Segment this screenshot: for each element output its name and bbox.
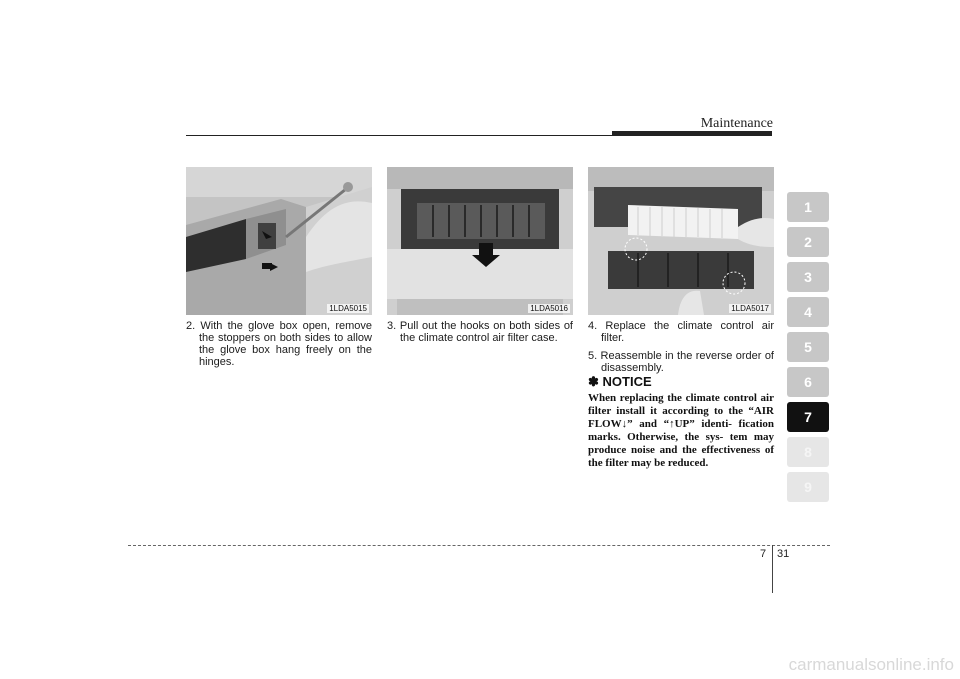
step-5: 5. Reassemble in the reverse order of disassembly. bbox=[588, 350, 774, 374]
chapter-tab-4[interactable]: 4 bbox=[787, 297, 829, 327]
watermark: carmanualsonline.info bbox=[788, 655, 954, 674]
chapter-tab-1[interactable]: 1 bbox=[787, 192, 829, 222]
chapter-tab-2[interactable]: 2 bbox=[787, 227, 829, 257]
notice-body: When replacing the climate control air filter install it according to the “AIR FLOW↓” and “↑UP” identi- fication marks. Otherwise, the sys- tem may produce noise and the effectiveness of the filter may be reduced. bbox=[588, 392, 774, 469]
notice-title: NOTICE bbox=[602, 374, 652, 389]
photo-filter-case-hooks bbox=[387, 167, 573, 315]
footer-dashed-rule bbox=[128, 545, 830, 546]
step-2: 2. With the glove box open, remove the stoppers on both sides to allow the glove box hang freely on the hinges. bbox=[186, 320, 372, 368]
step-4: 4. Replace the climate control air filter. bbox=[588, 320, 774, 344]
photo-code: 1LDA5015 bbox=[329, 304, 367, 313]
photo-replace-filter bbox=[588, 167, 774, 315]
chapter-tab-5[interactable]: 5 bbox=[787, 332, 829, 362]
section-title: Maintenance bbox=[700, 116, 773, 131]
footer-divider bbox=[772, 545, 773, 593]
step-3: 3. Pull out the hooks on both sides of the climate control air filter case. bbox=[387, 320, 573, 344]
notice-symbol-icon: ✽ bbox=[588, 374, 599, 389]
notice-heading bbox=[588, 374, 652, 390]
chapter-tabs bbox=[787, 192, 829, 507]
page-number: 31 bbox=[777, 548, 790, 560]
chapter-tab-8[interactable]: 8 bbox=[787, 437, 829, 467]
header-rule-thick bbox=[612, 131, 772, 136]
step-column-2 bbox=[387, 320, 573, 350]
page-chapter: 7 bbox=[760, 548, 767, 560]
photo-glove-box-stoppers bbox=[186, 167, 372, 315]
photo-code: 1LDA5017 bbox=[731, 304, 769, 313]
photo-code: 1LDA5016 bbox=[530, 304, 568, 313]
step-column-3 bbox=[588, 320, 774, 380]
chapter-tab-7[interactable]: 7 bbox=[787, 402, 829, 432]
chapter-tab-9[interactable]: 9 bbox=[787, 472, 829, 502]
chapter-tab-6[interactable]: 6 bbox=[787, 367, 829, 397]
chapter-tab-3[interactable]: 3 bbox=[787, 262, 829, 292]
step-column-1 bbox=[186, 320, 372, 374]
